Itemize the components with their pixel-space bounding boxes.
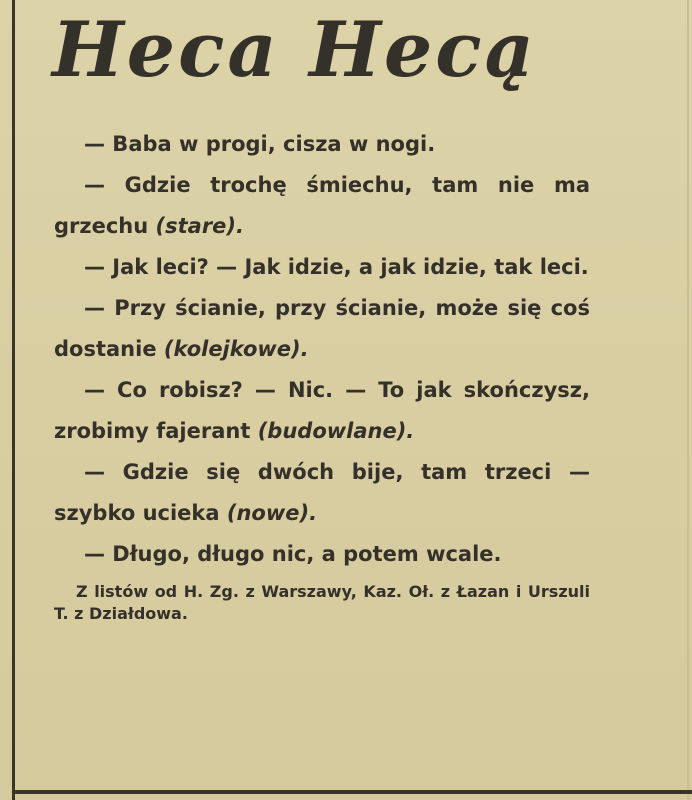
bottom-border-rule (12, 790, 692, 794)
joke-paragraph (54, 370, 590, 452)
joke-text: — Baba w progi, cisza w nogi. (84, 132, 436, 156)
article-credits: Z listów od H. Zg. z Warszawy, Kaz. Oł. z Łazan i Urszuli T. z Działdowa. (54, 582, 590, 623)
joke-text: — Gdzie trochę śmiechu, tam nie ma grzechu (54, 173, 590, 238)
joke-text: — Przy ścianie, przy ścianie, może się coś dostanie (54, 296, 590, 361)
joke-paragraph (54, 124, 590, 165)
right-edge (687, 0, 689, 800)
joke-paragraph (54, 288, 590, 370)
joke-text: — Jak leci? — Jak idzie, a jak idzie, tak leci. (84, 255, 589, 279)
joke-text: — Co robisz? — Nic. — To jak skończysz, zrobimy fajerant (54, 378, 590, 443)
article-title: Heca Hecą (52, 5, 537, 94)
joke-category: (stare). (155, 214, 244, 238)
joke-paragraph (54, 247, 590, 288)
joke-category: (nowe). (226, 501, 318, 525)
joke-category: (kolejkowe). (163, 337, 309, 361)
joke-paragraph (54, 165, 590, 247)
joke-category: (budowlane). (257, 419, 415, 443)
article-body (54, 124, 590, 641)
joke-text: — Długo, długo nic, a potem wcale. (84, 542, 502, 566)
left-border-rule (12, 0, 15, 800)
joke-text: — Gdzie się dwóch bije, tam trzeci — szybko ucieka (54, 460, 590, 525)
joke-paragraph (54, 534, 590, 575)
joke-paragraph (54, 452, 590, 534)
